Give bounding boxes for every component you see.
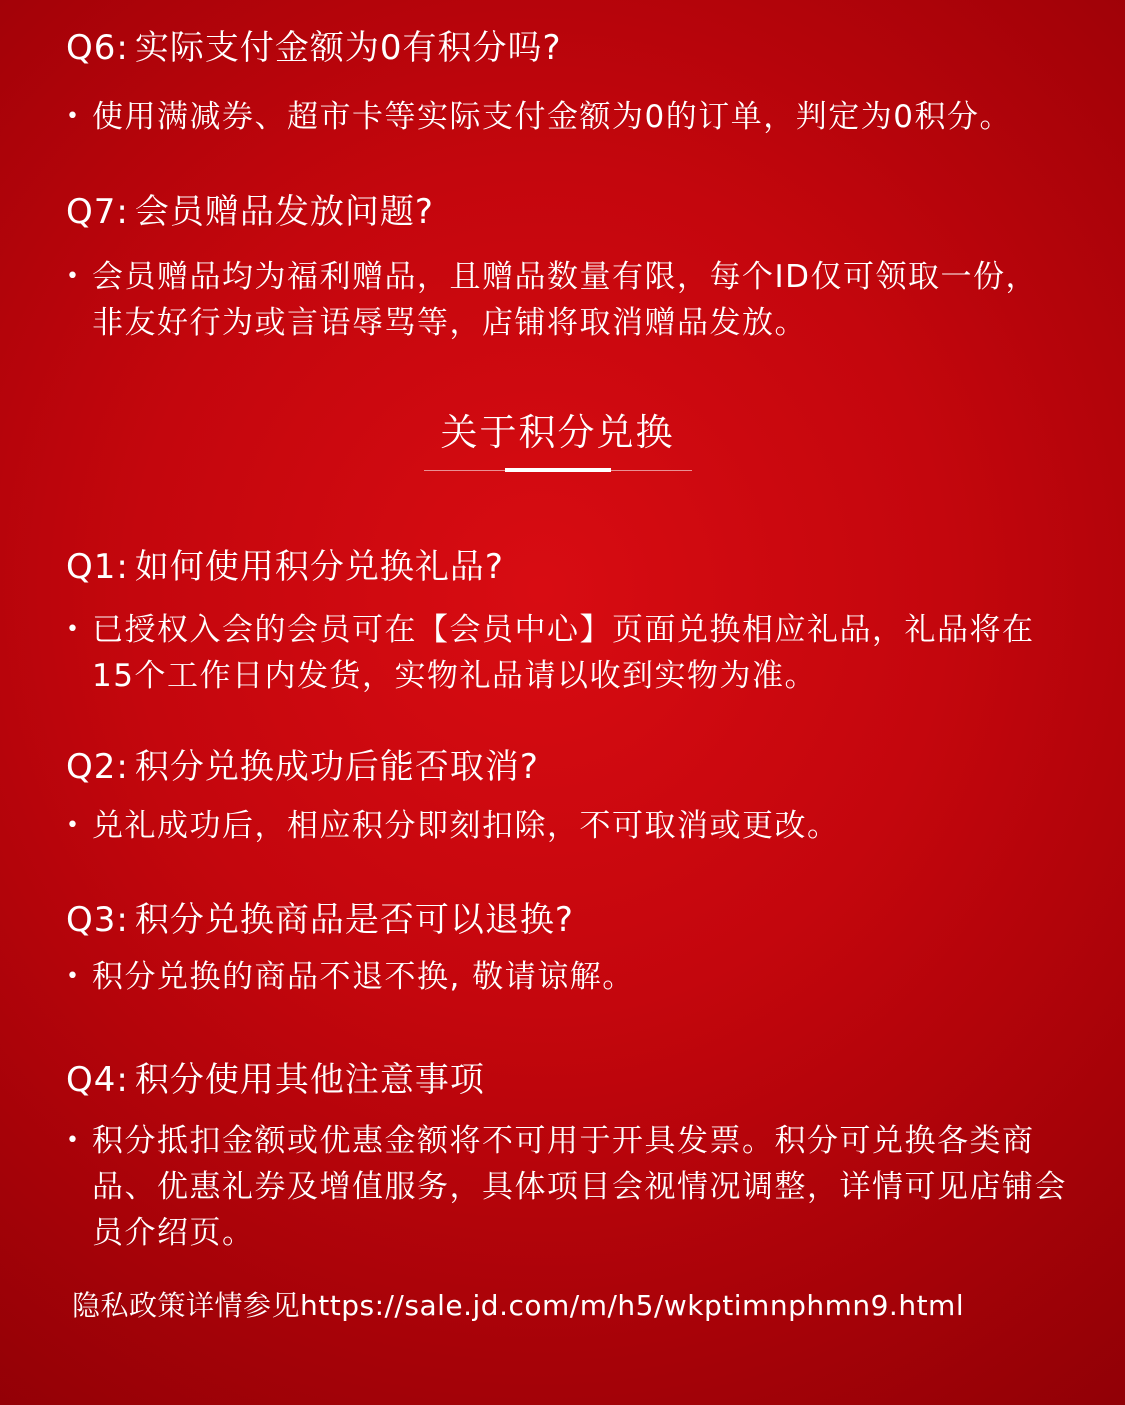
question-text: 实际支付金额为0有积分吗? xyxy=(134,28,562,68)
question-number: Q6: xyxy=(66,28,129,68)
bullet-icon: • xyxy=(66,964,81,989)
answer-q7 xyxy=(66,254,1052,346)
answer-q1 xyxy=(66,607,1052,699)
answer-text: 会员赠品均为福利赠品，且赠品数量有限，每个ID仅可领取一份，非友好行为或言语辱骂等，店铺将取消赠品发放。 xyxy=(92,259,1039,341)
question-q4 xyxy=(66,1058,1076,1102)
faq-item-q3 xyxy=(66,898,1076,1000)
question-number: Q2: xyxy=(66,747,129,787)
bullet-icon: • xyxy=(66,104,81,129)
faq-item-q6 xyxy=(66,26,1076,140)
answer-text: 已授权入会的会员可在【会员中心】页面兑换相应礼品，礼品将在15个工作日内发货，实物礼品请以收到实物为准。 xyxy=(92,612,1035,694)
question-text: 积分兑换商品是否可以退换? xyxy=(134,900,574,940)
bullet-icon: • xyxy=(66,264,81,289)
answer-q3 xyxy=(66,954,1076,1000)
answer-q2 xyxy=(66,803,1076,849)
question-number: Q3: xyxy=(66,900,129,940)
faq-item-q7 xyxy=(66,190,1076,346)
answer-text: 积分抵扣金额或优惠金额将不可用于开具发票。积分可兑换各类商品、优惠礼券及增值服务，具体项目会视情况调整，详情可见店铺会员介绍页。 xyxy=(92,1123,1067,1251)
question-number: Q7: xyxy=(66,192,129,232)
question-q6 xyxy=(66,26,1076,70)
answer-text: 兑礼成功后，相应积分即刻扣除，不可取消或更改。 xyxy=(92,808,840,844)
answer-q6 xyxy=(66,94,1076,140)
answer-text: 使用满减券、超市卡等实际支付金额为0的订单，判定为0积分。 xyxy=(92,99,1012,135)
faq-item-q2 xyxy=(66,745,1076,849)
faq-item-q1 xyxy=(66,545,1076,699)
question-text: 积分使用其他注意事项 xyxy=(134,1060,485,1100)
question-q3 xyxy=(66,898,1076,942)
section-divider-accent xyxy=(505,468,611,472)
question-text: 会员赠品发放问题? xyxy=(134,192,434,232)
answer-text: 积分兑换的商品不退不换, 敬请谅解。 xyxy=(92,959,635,995)
question-text: 如何使用积分兑换礼品? xyxy=(134,547,504,587)
bullet-icon: • xyxy=(66,617,81,642)
question-number: Q4: xyxy=(66,1060,129,1100)
bullet-icon: • xyxy=(66,813,81,838)
answer-q4 xyxy=(66,1118,1082,1256)
question-number: Q1: xyxy=(66,547,129,587)
section-title: 关于积分兑换 xyxy=(440,411,675,454)
question-q7 xyxy=(66,190,1076,234)
faq-item-q4 xyxy=(66,1058,1076,1256)
question-q2 xyxy=(66,745,1076,789)
question-text: 积分兑换成功后能否取消? xyxy=(134,747,539,787)
question-q1 xyxy=(66,545,1076,589)
privacy-policy-link[interactable]: 隐私政策详情参见https://sale.jd.com/m/h5/wkptimnphmn9.html xyxy=(72,1289,965,1322)
bullet-icon: • xyxy=(66,1128,81,1153)
